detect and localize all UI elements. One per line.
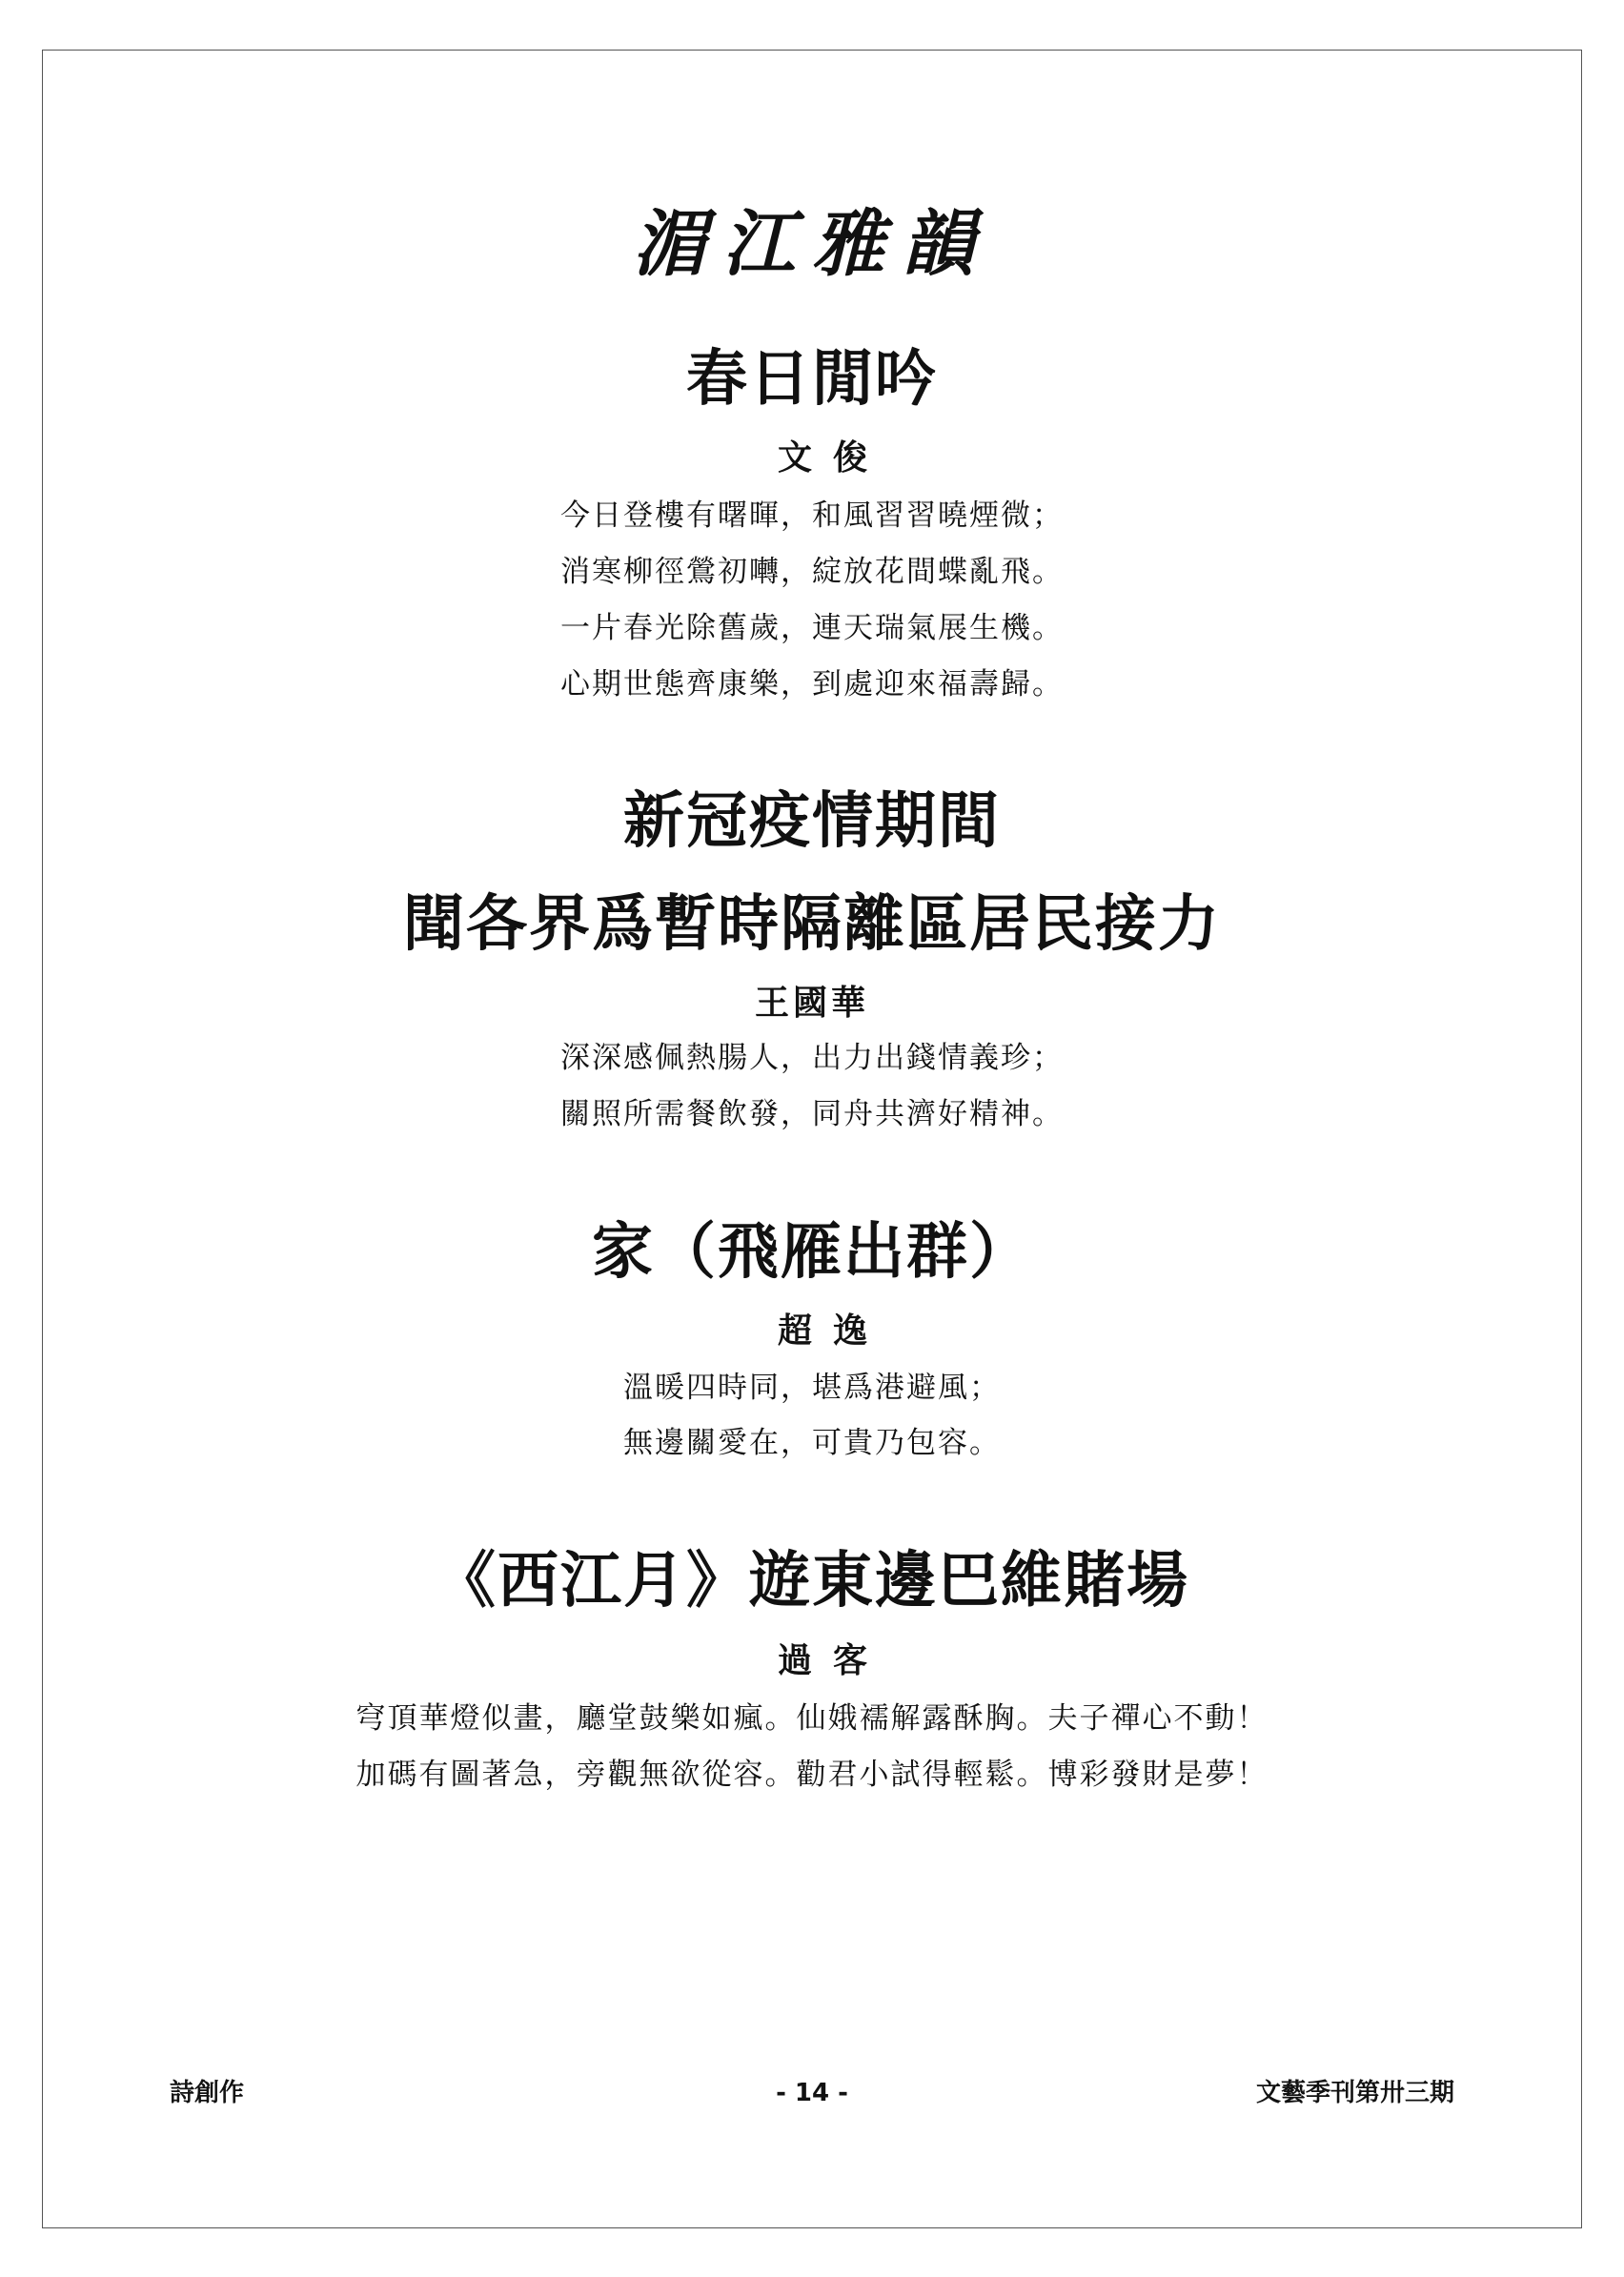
footer-publication-name: 文藝季刊第卅三期 (1255, 2079, 1454, 2107)
poem-title-4: 《西江月》遊東邊巴維賭場 (435, 1545, 1189, 1616)
magazine-title: 湄江雅韻 (633, 201, 991, 286)
poem-author-3: 超逸 (777, 1311, 888, 1351)
poem-title-2-line-1: 新冠疫情期間 (623, 785, 1001, 857)
footer-section-label: 詩創作 (170, 2079, 245, 2107)
poem-2-line-1: 深深感佩熱腸人，出力出錢情義珍； (560, 1041, 1064, 1075)
poem-title-3: 家（飛雁出群） (592, 1216, 1032, 1288)
poem-2-line-2: 關照所需餐飲發，同舟共濟好精神。 (560, 1097, 1064, 1131)
poem-title-1: 春日閒吟 (686, 343, 938, 415)
poem-3-line-2: 無邊關愛在，可貴乃包容。 (623, 1426, 1001, 1460)
poem-4-line-1: 穹頂華燈似畫，廳堂鼓樂如瘋。仙娥襦解露酥胸。夫子禪心不動！ (355, 1701, 1269, 1736)
poem-3-line-1: 溫暖四時同，堪爲港避風； (623, 1371, 1001, 1405)
poem-author-1: 文俊 (777, 437, 888, 478)
poem-1-line-2: 消寒柳徑鶯初囀，綻放花間蝶亂飛。 (560, 555, 1064, 589)
poem-1-line-1: 今日登樓有曙暉，和風習習曉煙微； (560, 498, 1064, 533)
poem-1-line-3: 一片春光除舊歲，連天瑞氣展生機。 (560, 611, 1064, 645)
poem-author-4: 過客 (777, 1640, 888, 1680)
poem-title-2-line-2: 聞各界爲暫時隔離區居民接力 (403, 888, 1221, 960)
poem-4-line-2: 加碼有圖著急，旁觀無欲從容。勸君小試得輕鬆。博彩發財是夢！ (355, 1758, 1269, 1792)
poem-1-line-4: 心期世態齊康樂，到處迎來福壽歸。 (560, 667, 1064, 701)
footer-page-number: - 14 - (776, 2079, 848, 2107)
poem-author-2: 王國華 (754, 983, 869, 1023)
